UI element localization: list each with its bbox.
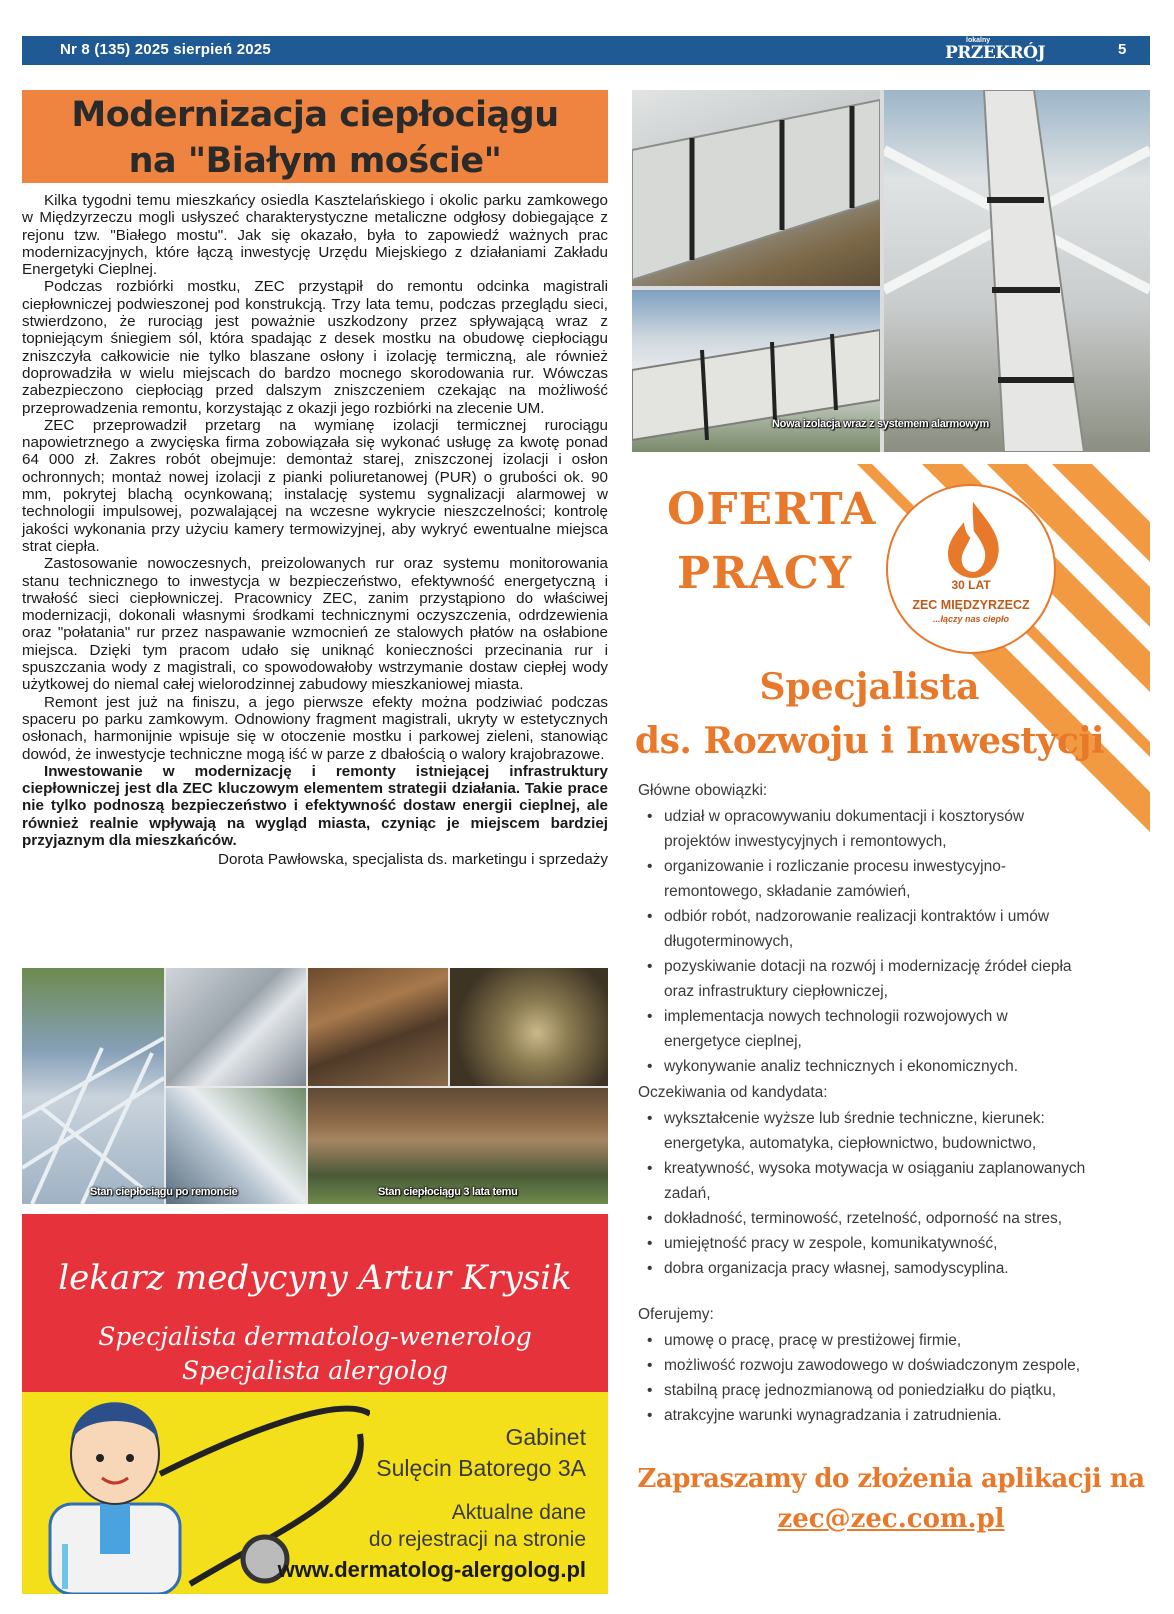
doctor-specialty-2: Specjalista alergolog [181,1356,449,1385]
list-item: • wykonywanie analiz technicznych i ekonomicznych. [632,1054,1072,1079]
offers-list [632,1328,1080,1428]
expectations-list [632,1106,1085,1281]
website-link[interactable]: www.dermatolog-alergolog.pl [277,1557,586,1582]
apply-email-link[interactable]: zec@zec.com.pl [777,1504,1005,1534]
offer-title-line-2: PRACY [677,548,853,599]
page-header [22,36,1150,65]
list-item: • możliwość rozwoju zawodowego w doświadczonym zespole, [632,1353,1080,1378]
info-line-2: do rejestracji na stronie [368,1528,586,1551]
doctor-name: lekarz medycyny Artur Krysik [58,1258,572,1298]
list-item: • stabilną pracę jednozmianową od poniedziałku do piątku, [632,1378,1080,1403]
newspaper-logo [945,37,1046,64]
duties-list [632,804,1072,1079]
list-item: • udział w opracowywaniu dokumentacji i kosztorysów projektów inwestycyjnych i remontowych, [632,804,1072,854]
list-item: • dokładność, terminowość, rzetelność, odporność na stres, [632,1206,1085,1231]
photo-bridge-new [22,968,164,1204]
list-item: • umowę o pracę, pracę w prestiżowej firmie, [632,1328,1080,1353]
photo-insulated-pipe-top [632,90,880,286]
badge-company: ZEC MIĘDZYRZECZ [912,598,1030,612]
info-line-1: Aktualne dane [451,1501,586,1524]
article-paragraph: Remont jest już na finiszu, a jego pierwsze efekty można podziwiać podczas spaceru po parku zamkowym. Odnowiony fragment magistrali, ukryty w estetycznych osłonach, harmonijnie wpisuje się w otoczenie mostku i parkowej zieleni, stanowiąc dowód, że inwestycje techniczne mogą iść w parze z dbałością o walory krajobrazowe. [22,693,608,763]
badge-years: 30 LAT [951,578,991,592]
flame-icon [938,500,1008,580]
pipe-graphic-1 [632,90,880,286]
list-item: • pozyskiwanie dotacji na rozwój i modernizację źródeł ciepła oraz infrastruktury ciepłowniczej, [632,954,1072,1004]
list-item: • organizowanie i rozliczanie procesu inwestycyjno- remontowego, składanie zamówień, [632,854,1072,904]
article-author: Dorota Pawłowska, specjalista ds. marketingu i sprzedaży [218,851,608,869]
page-number: 5 [1118,41,1127,58]
doctor-specialty-1: Specjalista dermatolog-wenerolog [98,1322,532,1351]
headline-line-1: Modernizacja ciepłociągu [71,95,559,135]
logo-small-text: lokalny [966,37,991,44]
article-paragraph: ZEC przeprowadził przetarg na wymianę izolacji termicznej rurociągu napowietrznego a zwycięska firma zobowiązała się wykonać usługę za kwotę ponad 64 000 zł. Zakres robót obejmuje: demontaż starej, zniszczonej izolacji i osłon ochronnych; montaż nowej izolacji z pianki poliuretanowej (PUR) o grubości ok. 90 mm, pokrytej blachą ocynkowaną; instalację systemu sygnalizacji alarmowej w technologii impulsowej, pozwalającej na wczesne wykrycie nieszczelności; kontrolę jakości wykonania przy użyciu kamery termowizyjnej, aby wykryć ewentualne miejsca strat ciepła. [22,416,608,555]
badge-slogan: ...łączy nas ciepło [932,614,1010,624]
photo-corroded-insulation [450,968,608,1086]
headline-line-2: na "Białym moście" [128,141,502,181]
logo-title: PRZEKRÓJ [945,43,1046,63]
list-item: • implementacja nowych technologii rozwojowych w energetyce cieplnej, [632,1004,1072,1054]
list-item: • wykształcenie wyższe lub średnie techniczne, kierunek: energetyka, automatyka, ciepłownictwo, budownictwo, [632,1106,1085,1156]
article-bold-paragraph: Inwestowanie w modernizację i remonty istniejącej infrastruktury ciepłowniczej jest dla ZEC kluczowym elementem strategii działania. Takie prace nie tylko podnoszą bezpieczeństwo i efektywność dostaw energii cieplnej, ale również realnie wpływają na wygląd miasta, czyniąc je miejscem bardziej przyjaznym dla mieszkańców. [22,762,608,849]
office-label: Gabinet [505,1424,586,1450]
photo-pipe-insulation-1 [166,968,306,1086]
apply-invitation: Zapraszamy do złożenia aplikacji na [637,1464,1145,1494]
list-item: • atrakcyjne warunki wynagradzania i zatrudnienia. [632,1403,1080,1428]
expectations-heading: Oczekiwania od kandydata: [638,1084,828,1101]
caption-new-insulation: Nowa izolacja wraz z systemem alarmowym [772,418,989,430]
article-paragraph: Podczas rozbiórki mostku, ZEC przystąpił do remontu odcinka magistrali ciepłowniczej podwieszonej pod konstrukcją. Trzy lata temu, podczas przeglądu sieci, stwierdzono, że rurociąg jest poważnie uszkodzony przez spływającą wraz z topniejącym śniegiem sól, która spadając z desek mostku na obudowę ciepłociągu zniszczyła całkowicie nie tylko blaszane osłony i izolację termiczną, ale również doprowadziła w wielu miejscach do bardzo mocnego skorodowania rur. Wówczas zabezpieczono ciepłociąg przed dalszym zniszczeniem czekając na możliwość przeprowadzenia remontu, korzystając z okazji jego rozbiórki na zlecenie UM. [22,278,608,417]
office-address: Sulęcin Batorego 3A [376,1455,586,1481]
doctor-advertisement [22,1214,608,1594]
article-paragraph: Kilka tygodni temu mieszkańcy osiedla Kasztelańskiego i okolic parku zamkowego w Międzyrzeczu mogli usłyszeć charakterystyczne metaliczne odgłosy dobiegające z rejonu tzw. "Białego mostu". Jak się okazało, była to zapowiedź ważnych prac modernizacyjnych, które łączą inwestycję Urzędu Miejskiego z działaniami Zakładu Energetyki Cieplnej. [22,192,608,279]
job-offer [632,464,1150,1594]
company-badge [886,484,1056,654]
article-paragraph: Zastosowanie nowoczesnych, preizolowanych rur oraz systemu monitorowania stanu technicznego to inwestycja w bezpieczeństwo, efektywność energetyczną i trwałość sieci ciepłowniczej. Pracownicy ZEC, zanim przystąpiono do właściwej modernizacji, dokonali własnymi środkami technicznymi oczyszczenia, odrdzewienia oraz "połatania" rur przez naspawanie wzmocnień ze stalowych płatów na osłabione miejsca. Dzięki tym pracom udało się uniknąć konieczności przecinania rur i spuszczania wody z magistrali, co spowodowałoby wstrzymanie dostaw ciepłej wody użytkowej do niemal całej wielorodzinnej zabudowy mieszkaniowej miasta. [22,555,608,694]
issue-info: Nr 8 (135) 2025 sierpień 2025 [60,41,271,58]
offer-title-line-1: OFERTA [667,484,877,535]
photo-corroded-pipe-1 [308,968,448,1086]
duties-heading: Główne obowiązki: [638,782,768,799]
position-title-line-1: Specjalista [759,666,980,708]
photo-collage [22,968,608,1204]
article-headline [22,90,608,183]
position-title-line-2: ds. Rozwoju i Inwestycji [634,720,1105,762]
bridge-lattice-graphic [22,968,164,1204]
photo-pipe-frame [884,90,1150,452]
caption-after-repair: Stan ciepłociągu po remoncie [90,1186,238,1198]
offers-heading: Oferujemy: [638,1306,714,1323]
article-body [22,192,608,869]
list-item: • dobra organizacja pracy własnej, samodyscyplina. [632,1256,1085,1281]
pipeline-photos [632,90,1150,452]
list-item: • kreatywność, wysoka motywacja w osiąganiu zaplanowanych zadań, [632,1156,1085,1206]
caption-before-repair: Stan ciepłociągu 3 lata temu [378,1186,518,1198]
pipe-graphic-3 [884,90,1150,452]
list-item: • umiejętność pracy w zespole, komunikatywność, [632,1231,1085,1256]
list-item: • odbiór robót, nadzorowanie realizacji kontraktów i umów długoterminowych, [632,904,1072,954]
